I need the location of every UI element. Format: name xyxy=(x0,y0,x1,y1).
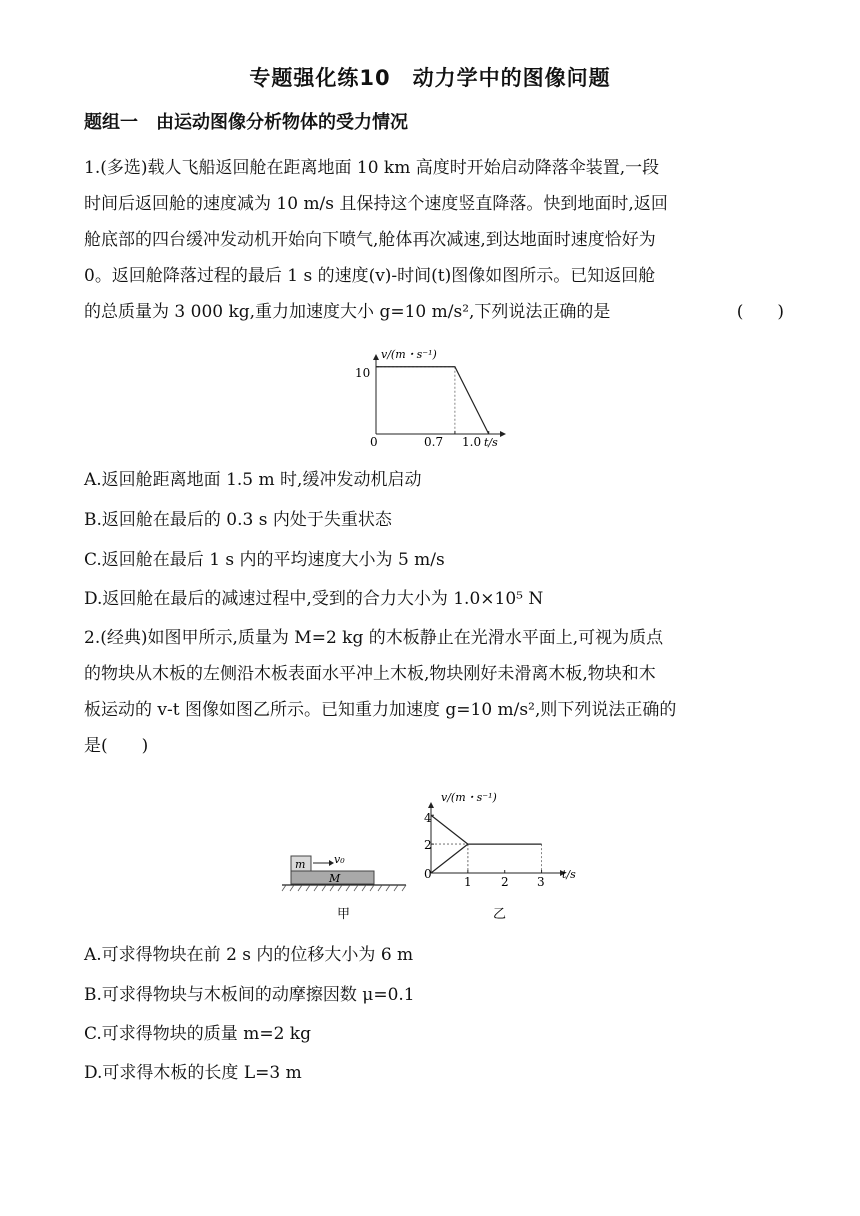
q2-chart-plot xyxy=(428,802,566,876)
figure-yi-caption: 乙 xyxy=(493,907,507,922)
question-2-text xyxy=(84,620,784,764)
q1-chart-ylabel: v/(m・s⁻¹) xyxy=(381,348,437,361)
series-line-0 xyxy=(376,367,489,434)
q1-chart-xlabel: t/s xyxy=(484,436,498,449)
q1-chart-xtick: 0 xyxy=(370,435,378,449)
q2-line: 2.(经典)如图甲所示,质量为 M=2 kg 的木板静止在光滑水平面上,可视为质点 xyxy=(84,628,664,648)
q2-chart-xtick: 3 xyxy=(537,875,545,889)
series-line-0 xyxy=(431,815,542,844)
page-title: 专题强化练10 动力学中的图像问题 xyxy=(249,66,611,90)
y-axis-arrow-icon xyxy=(373,354,379,360)
board-M-label: M xyxy=(329,872,341,885)
q2-option-d[interactable]: D.可求得木板的长度 L=3 m xyxy=(84,1063,302,1083)
q1-option-d[interactable]: D.返回舱在最后的减速过程中,受到的合力大小为 1.0×10⁵ N xyxy=(84,589,544,609)
y-axis-arrow-icon xyxy=(428,802,434,808)
q1-answer-blank[interactable]: ( ) xyxy=(736,302,784,322)
x-axis-arrow-icon xyxy=(500,431,506,437)
q2-line: 是( ) xyxy=(84,736,149,756)
q2-chart-ylabel: v/(m・s⁻¹) xyxy=(441,791,497,804)
q2-line: 的物块从木板的左侧沿木板表面水平冲上木板,物块刚好未滑离木板,物块和木 xyxy=(84,664,656,684)
q1-chart-xtick: 0.7 xyxy=(424,435,444,449)
v0-label: v₀ xyxy=(334,853,345,866)
q1-vt-chart xyxy=(340,342,520,452)
q1-line: 舱底部的四台缓冲发动机开始向下喷气,舱体再次减速,到达地面时速度恰好为 xyxy=(84,230,656,250)
q2-chart-ytick: 2 xyxy=(424,838,432,852)
q1-option-a[interactable]: A.返回舱距离地面 1.5 m 时,缓冲发动机启动 xyxy=(84,470,422,490)
figure-jia-caption: 甲 xyxy=(337,907,351,922)
q2-chart-ytick: 4 xyxy=(424,811,432,825)
q1-line-last: 的总质量为 3 000 kg,重力加速度大小 g=10 m/s²,下列说法正确的是 xyxy=(84,302,611,322)
q1-option-b[interactable]: B.返回舱在最后的 0.3 s 内处于失重状态 xyxy=(84,510,392,530)
q1-chart-xtick: 1.0 xyxy=(462,435,482,449)
ground-hatch xyxy=(282,885,406,891)
q2-chart-ytick: 0 xyxy=(424,867,432,881)
q1-line: 时间后返回舱的速度减为 10 m/s 且保持这个速度竖直降落。快到地面时,返回 xyxy=(84,194,668,214)
q2-chart-xtick: 2 xyxy=(501,875,509,889)
series-line-1 xyxy=(431,844,468,873)
q1-line: 0。返回舱降落过程的最后 1 s 的速度(v)-时间(t)图像如图所示。已知返回舱 xyxy=(84,266,656,286)
q2-option-c[interactable]: C.可求得物块的质量 m=2 kg xyxy=(84,1024,311,1044)
q2-option-a[interactable]: A.可求得物块在前 2 s 内的位移大小为 6 m xyxy=(84,945,414,965)
q1-line xyxy=(84,294,784,330)
group-title: 题组一 由运动图像分析物体的受力情况 xyxy=(84,112,408,133)
q2-chart-xlabel: t/s xyxy=(562,868,576,881)
q2-option-b[interactable]: B.可求得物块与木板间的动摩擦因数 μ=0.1 xyxy=(84,985,415,1005)
question-1-text xyxy=(84,150,784,330)
q1-line: 1.(多选)载人飞船返回舱在距离地面 10 km 高度时开始启动降落伞装置,一段 xyxy=(84,158,660,178)
q1-option-c[interactable]: C.返回舱在最后 1 s 内的平均速度大小为 5 m/s xyxy=(84,550,445,570)
q1-chart-plot xyxy=(373,354,506,437)
q2-chart-xtick: 1 xyxy=(464,875,472,889)
q1-chart-ytick: 10 xyxy=(355,366,371,380)
q2-figure-jia xyxy=(280,845,420,925)
q2-vt-chart-yi xyxy=(418,785,598,925)
block-m-label: m xyxy=(295,858,306,871)
q2-line: 板运动的 v-t 图像如图乙所示。已知重力加速度 g=10 m/s²,则下列说法正确的 xyxy=(84,700,677,720)
